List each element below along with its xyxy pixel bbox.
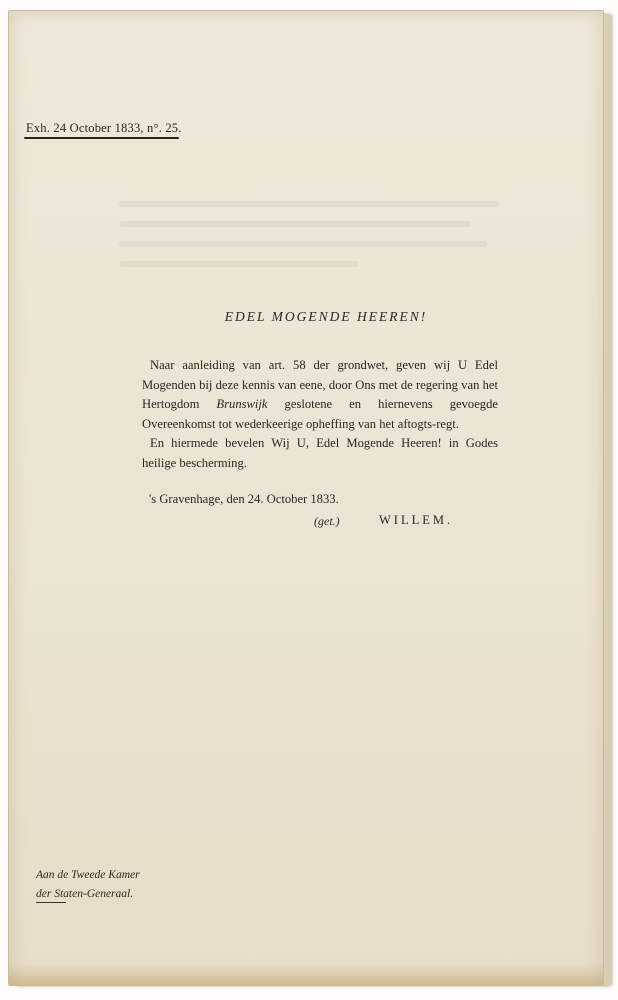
paper-stain [9,963,603,985]
addressee [36,866,140,904]
exhibit-note: Exh. 24 October 1833, n°. 25. [26,121,182,135]
addressee-line-2: der Staten-Generaal. [36,888,134,900]
signature: WILLEM. [379,513,454,527]
letter-body [142,356,498,473]
paragraph-1-before: Naar aanleiding van art. 58 der grondwet, geven wij U Edel Mogenden bij deze kennis van eene, door Ons met de regering van het Hertogdom [142,358,498,411]
paragraph-2: En hiermede bevelen Wij U, Edel Mogende Heeren! in Godes heilige bescherming. [142,436,498,470]
addressee-rule [36,902,66,903]
letter-page [8,10,604,986]
place-date: 's Gravenhage, den 24. October 1833. [149,492,339,506]
paragraph-1-italic: Brunswijk [216,397,268,411]
addressee-line-1: Aan de Tweede Kamer [36,869,140,881]
salutation: EDEL MOGENDE HEEREN! [224,309,428,324]
paragraph-1 [142,356,498,434]
exhibit-underline [24,137,179,139]
bleed-through-text [119,201,519,291]
paragraph-1-after: geslotene en hiernevens gevoegde Overeenkomst tot wederkeerige opheffing van het aftogts-regt. [142,397,498,431]
signed-marker: (get.) [314,514,340,528]
